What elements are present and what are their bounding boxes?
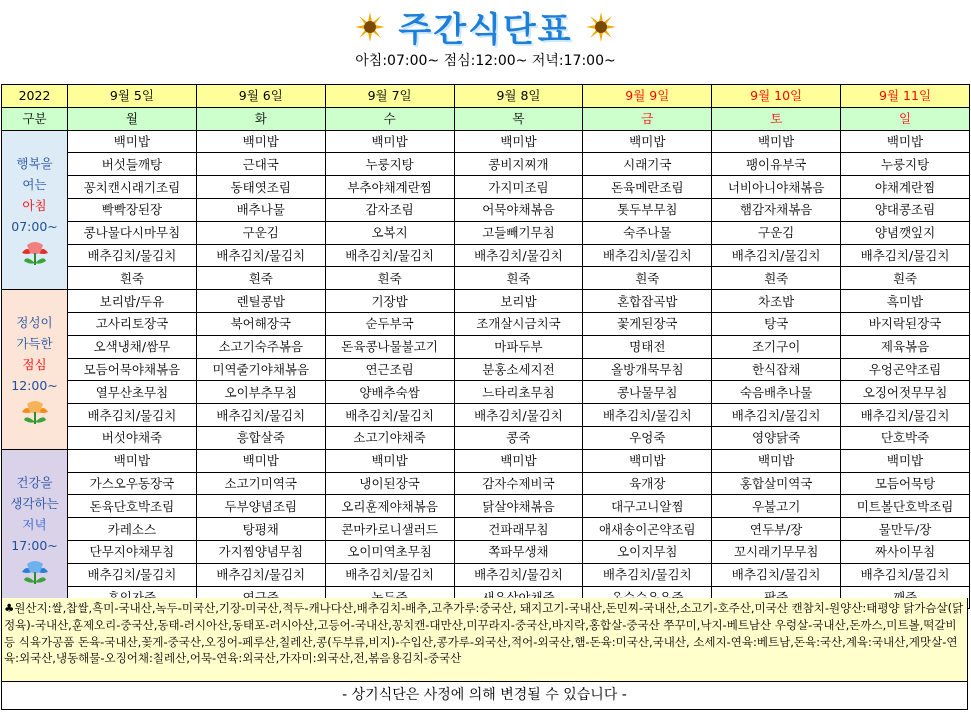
menu-item: 너비아니야채볶음	[712, 176, 841, 199]
menu-row	[2, 518, 970, 541]
menu-item: 오복지	[325, 221, 454, 244]
menu-item: 단무지야채무침	[68, 540, 197, 563]
menu-item: 카레소스	[68, 518, 197, 541]
menu-item: 가스오우동장국	[68, 472, 197, 495]
date-cell: 9월 8일	[454, 85, 583, 108]
menu-item: 백미밥	[196, 130, 325, 153]
menu-item: 배추김치/물김치	[196, 244, 325, 267]
menu-item: 배추김치/물김치	[583, 244, 712, 267]
weekday-cell: 토	[712, 107, 841, 130]
menu-item: 백미밥	[68, 130, 197, 153]
menu-item: 올방개묵무침	[583, 358, 712, 381]
menu-item: 배추김치/물김치	[583, 404, 712, 427]
weekday-cell: 일	[841, 107, 970, 130]
menu-item: 버섯들깨탕	[68, 153, 197, 176]
menu-item: 백미밥	[325, 130, 454, 153]
menu-item: 양배추숙쌈	[325, 381, 454, 404]
period-label-line: 여는	[22, 176, 47, 192]
meal-times: 아침:07:00~ 점심:12:00~ 저녁:17:00~	[355, 53, 616, 69]
menu-item: 쪽파무생채	[454, 540, 583, 563]
menu-item: 백미밥	[712, 449, 841, 472]
menu-item: 홍합살미역국	[712, 472, 841, 495]
menu-item: 배추김치/물김치	[712, 244, 841, 267]
menu-item: 흰죽	[583, 267, 712, 290]
menu-item: 콘마카로니샐러드	[325, 518, 454, 541]
menu-item: 배추김치/물김치	[196, 563, 325, 586]
menu-row	[2, 404, 970, 427]
menu-item: 조개살시금치국	[454, 312, 583, 335]
menu-item: 흰죽	[325, 267, 454, 290]
menu-row	[2, 426, 970, 449]
period-time: 17:00~	[11, 538, 58, 554]
weekday-row	[2, 107, 970, 130]
menu-item: 배추김치/물김치	[325, 244, 454, 267]
menu-item: 백미밥	[196, 449, 325, 472]
menu-item: 오징어젓무무침	[841, 381, 970, 404]
dinner-label	[2, 449, 68, 609]
menu-item: 렌틸콩밥	[196, 290, 325, 313]
menu-item: 제육볶음	[841, 335, 970, 358]
menu-item: 영양닭죽	[712, 426, 841, 449]
menu-item: 동태엿조림	[196, 176, 325, 199]
menu-item: 흥합살죽	[196, 426, 325, 449]
menu-item: 배추나물	[196, 198, 325, 221]
menu-item: 육개장	[583, 472, 712, 495]
menu-item: 짜사이무침	[841, 540, 970, 563]
period-name: 점심	[22, 357, 47, 373]
menu-item: 배추김치/물김치	[454, 404, 583, 427]
menu-item: 양념깻잎지	[841, 221, 970, 244]
menu-item: 소고기야채죽	[325, 426, 454, 449]
menu-row	[2, 198, 970, 221]
period-time: 12:00~	[11, 378, 58, 394]
menu-row	[2, 244, 970, 267]
menu-row	[2, 540, 970, 563]
lunch-label	[2, 290, 68, 450]
menu-item: 분홍소세지전	[454, 358, 583, 381]
menu-item: 가지찜양념무침	[196, 540, 325, 563]
header	[0, 0, 971, 84]
menu-item: 소고기숙주볶음	[196, 335, 325, 358]
menu-row	[2, 381, 970, 404]
period-label-line: 생각하는	[10, 496, 59, 512]
menu-row	[2, 335, 970, 358]
menu-item: 배추김치/물김치	[841, 563, 970, 586]
menu-item: 흰죽	[68, 267, 197, 290]
menu-item: 콩나물무침	[583, 381, 712, 404]
menu-item: 명태전	[583, 335, 712, 358]
menu-item: 보리밥/두유	[68, 290, 197, 313]
menu-item: 배추김치/물김치	[712, 404, 841, 427]
menu-item: 연근조림	[325, 358, 454, 381]
menu-item: 배추김치/물김치	[454, 563, 583, 586]
menu-row	[2, 221, 970, 244]
menu-item: 북어해장국	[196, 312, 325, 335]
menu-row	[2, 472, 970, 495]
date-cell: 9월 5일	[68, 85, 197, 108]
sunflower-icon	[355, 12, 385, 42]
menu-row	[2, 153, 970, 176]
menu-item: 돈육단호박조림	[68, 495, 197, 518]
menu-item: 흰죽	[712, 267, 841, 290]
menu-item: 탕평채	[196, 518, 325, 541]
menu-item: 오색냉채/쌈무	[68, 335, 197, 358]
menu-item: 한식잡채	[712, 358, 841, 381]
menu-item: 모듬어묵야채볶음	[68, 358, 197, 381]
menu-item: 돈육메란조림	[583, 176, 712, 199]
menu-item: 느타리초무침	[454, 381, 583, 404]
date-cell: 9월 9일	[583, 85, 712, 108]
menu-item: 백미밥	[583, 130, 712, 153]
menu-item: 콩비지찌개	[454, 153, 583, 176]
menu-row	[2, 449, 970, 472]
menu-item: 두부양념조림	[196, 495, 325, 518]
menu-item: 배추김치/물김치	[841, 404, 970, 427]
menu-item: 배추김치/물김치	[712, 563, 841, 586]
menu-item: 구운김	[712, 221, 841, 244]
menu-item: 꼬시래기무무침	[712, 540, 841, 563]
menu-item: 흰죽	[841, 267, 970, 290]
menu-item: 톳두부무침	[583, 198, 712, 221]
menu-item: 팽이유부국	[712, 153, 841, 176]
menu-row	[2, 358, 970, 381]
menu-item: 오이지무침	[583, 540, 712, 563]
sunflower-icon	[586, 12, 616, 42]
menu-item: 가지미조림	[454, 176, 583, 199]
menu-item: 배추김치/물김치	[841, 244, 970, 267]
menu-item: 백미밥	[841, 449, 970, 472]
menu-table	[1, 84, 970, 609]
menu-item: 배추김치/물김치	[68, 404, 197, 427]
menu-item: 부추야채계란찜	[325, 176, 454, 199]
menu-item: 조기구이	[712, 335, 841, 358]
menu-item: 배추김치/물김치	[196, 404, 325, 427]
menu-item: 흰죽	[454, 267, 583, 290]
origin-notes: ♣원산지:쌀,찹쌀,흑미-국내산,녹두-미국산,기장-미국산,적두-캐나다산,배추김치-배추,고추가루:중국산, 돼지고기-국내산,돈민찌-국내산,소고기-호주산,미국산 캔참치-원양산:태평양 닭가슴살(닭정육)-국내산,훈제오리-중국산,동태-러시아산,동태포-러시아산,고등어-국내산,꽁치캔-대만산,미꾸라지-중국산,바지락,홍합살-중국산 쭈꾸미,낙지-베트남산 우렁살-국내산,돈까스,미트볼,떡갈비등 식육가공품 돈육-국내산,꽃게-중국산,오징어-페루산,칠레산,콩(두부류,비지)-수입산,콩가루-외국산,적어-외국산,햄-돈육:미국산,국내산, 소세지-연육:베트남,돈육:국산,계육:국내산,게맛살-연육:외국산,냉동해물-오징어채:칠레산,어묵-연육:외국산,가자미:외국산,전,볶음용김치-중국산	[1, 598, 968, 682]
menu-item: 양대콩조림	[841, 198, 970, 221]
menu-item: 건파래무침	[454, 518, 583, 541]
menu-item: 열무산초무침	[68, 381, 197, 404]
menu-item: 숙음배추나물	[712, 381, 841, 404]
change-notice: - 상기식단은 사정에 의해 변경될 수 있습니다 -	[1, 682, 968, 710]
menu-item: 백미밥	[454, 130, 583, 153]
menu-item: 근대국	[196, 153, 325, 176]
blue-tulip-icon	[18, 560, 52, 586]
corner-label: 구분	[2, 107, 68, 130]
menu-item: 미트볼단호박조림	[841, 495, 970, 518]
menu-item: 차조밥	[712, 290, 841, 313]
menu-item: 물만두/장	[841, 518, 970, 541]
period-label-line: 행복을	[16, 155, 53, 171]
breakfast-label	[2, 130, 68, 290]
title-area	[0, 2, 971, 50]
menu-item: 어묵야채볶음	[454, 198, 583, 221]
menu-item: 소고기미역국	[196, 472, 325, 495]
page-title: 주간식단표	[398, 10, 573, 50]
menu-item: 탕국	[712, 312, 841, 335]
period-name: 저녁	[22, 517, 47, 533]
period-label-line: 가득한	[16, 336, 53, 352]
menu-item: 미역줄기야채볶음	[196, 358, 325, 381]
year-cell: 2022	[2, 85, 68, 108]
menu-item: 흰죽	[196, 267, 325, 290]
menu-item: 대구고니알찜	[583, 495, 712, 518]
menu-item: 배추김치/물김치	[454, 244, 583, 267]
period-label-line: 정성이	[16, 315, 53, 331]
menu-item: 오이부추무침	[196, 381, 325, 404]
menu-item: 바지락된장국	[841, 312, 970, 335]
menu-item: 닭살야채볶음	[454, 495, 583, 518]
menu-item: 보리밥	[454, 290, 583, 313]
menu-item: 흑미밥	[841, 290, 970, 313]
weekday-cell: 금	[583, 107, 712, 130]
menu-item: 빡빡장된장	[68, 198, 197, 221]
menu-item: 꽃게된장국	[583, 312, 712, 335]
menu-item: 감자조림	[325, 198, 454, 221]
menu-row	[2, 267, 970, 290]
menu-item: 백미밥	[841, 130, 970, 153]
menu-item: 콩나물다시마무침	[68, 221, 197, 244]
menu-item: 누룽지탕	[841, 153, 970, 176]
menu-item: 시래기국	[583, 153, 712, 176]
menu-item: 냉이된장국	[325, 472, 454, 495]
menu-item: 우불고기	[712, 495, 841, 518]
menu-item: 우엉곤약조림	[841, 358, 970, 381]
menu-item: 감자수제비국	[454, 472, 583, 495]
menu-item: 고들빼기무침	[454, 221, 583, 244]
menu-item: 야채계란찜	[841, 176, 970, 199]
menu-item: 돈육콩나물불고기	[325, 335, 454, 358]
date-row	[2, 85, 970, 108]
date-cell: 9월 11일	[841, 85, 970, 108]
menu-row	[2, 563, 970, 586]
weekday-cell: 화	[196, 107, 325, 130]
date-cell: 9월 10일	[712, 85, 841, 108]
menu-item: 배추김치/물김치	[583, 563, 712, 586]
menu-item: 혼합잡곡밥	[583, 290, 712, 313]
menu-item: 배추김치/물김치	[68, 563, 197, 586]
date-cell: 9월 7일	[325, 85, 454, 108]
menu-item: 오리훈제야채볶음	[325, 495, 454, 518]
menu-row	[2, 176, 970, 199]
menu-item: 백미밥	[583, 449, 712, 472]
menu-row	[2, 130, 970, 153]
menu-item: 단호박죽	[841, 426, 970, 449]
period-name: 아침	[22, 197, 47, 213]
period-time: 07:00~	[11, 218, 58, 234]
menu-item: 배추김치/물김치	[325, 404, 454, 427]
menu-item: 우엉죽	[583, 426, 712, 449]
menu-item: 백미밥	[325, 449, 454, 472]
menu-item: 햄감자채볶음	[712, 198, 841, 221]
menu-row	[2, 290, 970, 313]
menu-item: 콩죽	[454, 426, 583, 449]
menu-item: 백미밥	[454, 449, 583, 472]
menu-item: 순두부국	[325, 312, 454, 335]
menu-item: 꽁치캔시래기조림	[68, 176, 197, 199]
menu-item: 백미밥	[68, 449, 197, 472]
weekday-cell: 수	[325, 107, 454, 130]
menu-item: 모듬어묵탕	[841, 472, 970, 495]
menu-item: 백미밥	[712, 130, 841, 153]
menu-item: 연두부/장	[712, 518, 841, 541]
menu-item: 오이미역초무침	[325, 540, 454, 563]
menu-item: 누룽지탕	[325, 153, 454, 176]
date-cell: 9월 6일	[196, 85, 325, 108]
menu-item: 구운김	[196, 221, 325, 244]
menu-item: 배추김치/물김치	[68, 244, 197, 267]
menu-item: 버섯야채죽	[68, 426, 197, 449]
red-tulip-icon	[18, 241, 52, 267]
menu-item: 숙주나물	[583, 221, 712, 244]
period-label-line: 건강을	[16, 475, 53, 491]
menu-item: 마파두부	[454, 335, 583, 358]
menu-row	[2, 312, 970, 335]
weekday-cell: 목	[454, 107, 583, 130]
menu-item: 기장밥	[325, 290, 454, 313]
menu-item: 애새송이곤약조림	[583, 518, 712, 541]
weekday-cell: 월	[68, 107, 197, 130]
menu-item: 배추김치/물김치	[325, 563, 454, 586]
menu-item: 고사리토장국	[68, 312, 197, 335]
menu-row	[2, 495, 970, 518]
orange-tulip-icon	[18, 400, 52, 426]
